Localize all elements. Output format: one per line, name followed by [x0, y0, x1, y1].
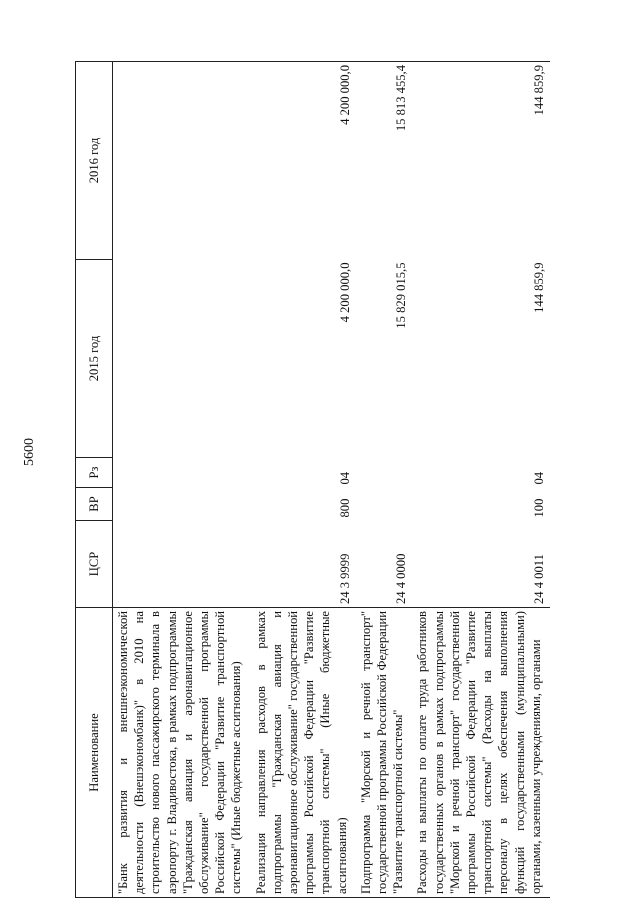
- row-csr: 24 3 9999: [337, 553, 352, 604]
- row-2016: 4 200 000,0: [251, 62, 356, 260]
- row-rz: 04: [531, 471, 546, 485]
- row-rz: [356, 458, 413, 488]
- row-csr: [113, 521, 251, 608]
- row-vr: 800: [337, 498, 352, 518]
- row-vr: [113, 488, 251, 521]
- row-rz: 04: [337, 471, 352, 485]
- budget-table: [75, 61, 550, 898]
- header-csr: ЦСР: [76, 521, 113, 608]
- row-2016: [113, 62, 251, 260]
- row-2015: 15 829 015,5: [394, 262, 409, 329]
- row-vr: 100: [531, 498, 546, 518]
- header-vr: ВР: [76, 488, 113, 521]
- rotated-page-content: [75, 62, 595, 898]
- row-name: Подпрограмма "Морской и речной транспорт" государственной программы Российской Федерации "Развитие транспортной системы": [356, 608, 413, 898]
- row-2016: 144 859,9: [412, 62, 550, 260]
- row-name: "Банк развития и внешнеэкономической деятельности (Внешэкономбанк)" в 2010 на строительство нового пассажирского терминала в аэропорту г. Владивостока, в рамках подпрограммы "Гражданская авиация и аэронавигационное обслуживание" государственной программы Российской Федерации "Развитие транспортной системы" (Иные бюджетные ассигнования): [113, 608, 251, 898]
- row-vr: [356, 488, 413, 521]
- table-row: [251, 62, 356, 898]
- header-rz: Рз: [76, 458, 113, 488]
- row-name: Реализация направления расходов в рамках подпрограммы "Гражданская авиация и аэронавигационное обслуживание" государственной программы Российской Федерации "Развитие транспортной системы" (Иные бюджетные ассигнования): [251, 608, 356, 898]
- table-row: [412, 62, 550, 898]
- row-2016: 15 813 455,4: [356, 62, 413, 260]
- row-2015: [113, 260, 251, 458]
- table-header-row: [76, 62, 113, 898]
- row-2015: 4 200 000,0: [337, 262, 352, 323]
- table-row: [113, 62, 251, 898]
- row-2015: 144 859,9: [531, 262, 546, 313]
- row-name: Расходы на выплаты по оплате труда работников государственных органов в рамках подпрограммы "Морской и речной транспорт" государственной программы Российской Федерации "Развитие транспортной системы" (Расходы на выплаты персоналу в целях обеспечения выполнения функций государственными (муниципальными) органами, казенными учреждениями, органами: [412, 608, 550, 898]
- header-name: Наименование: [76, 608, 113, 898]
- header-2016: 2016 год: [76, 62, 113, 260]
- row-rz: [113, 458, 251, 488]
- table-row: [356, 62, 413, 898]
- header-2015: 2015 год: [76, 260, 113, 458]
- row-csr: 24 4 0000: [394, 553, 409, 604]
- row-csr: 24 4 0011: [531, 554, 546, 604]
- page-number: 5600: [22, 438, 37, 466]
